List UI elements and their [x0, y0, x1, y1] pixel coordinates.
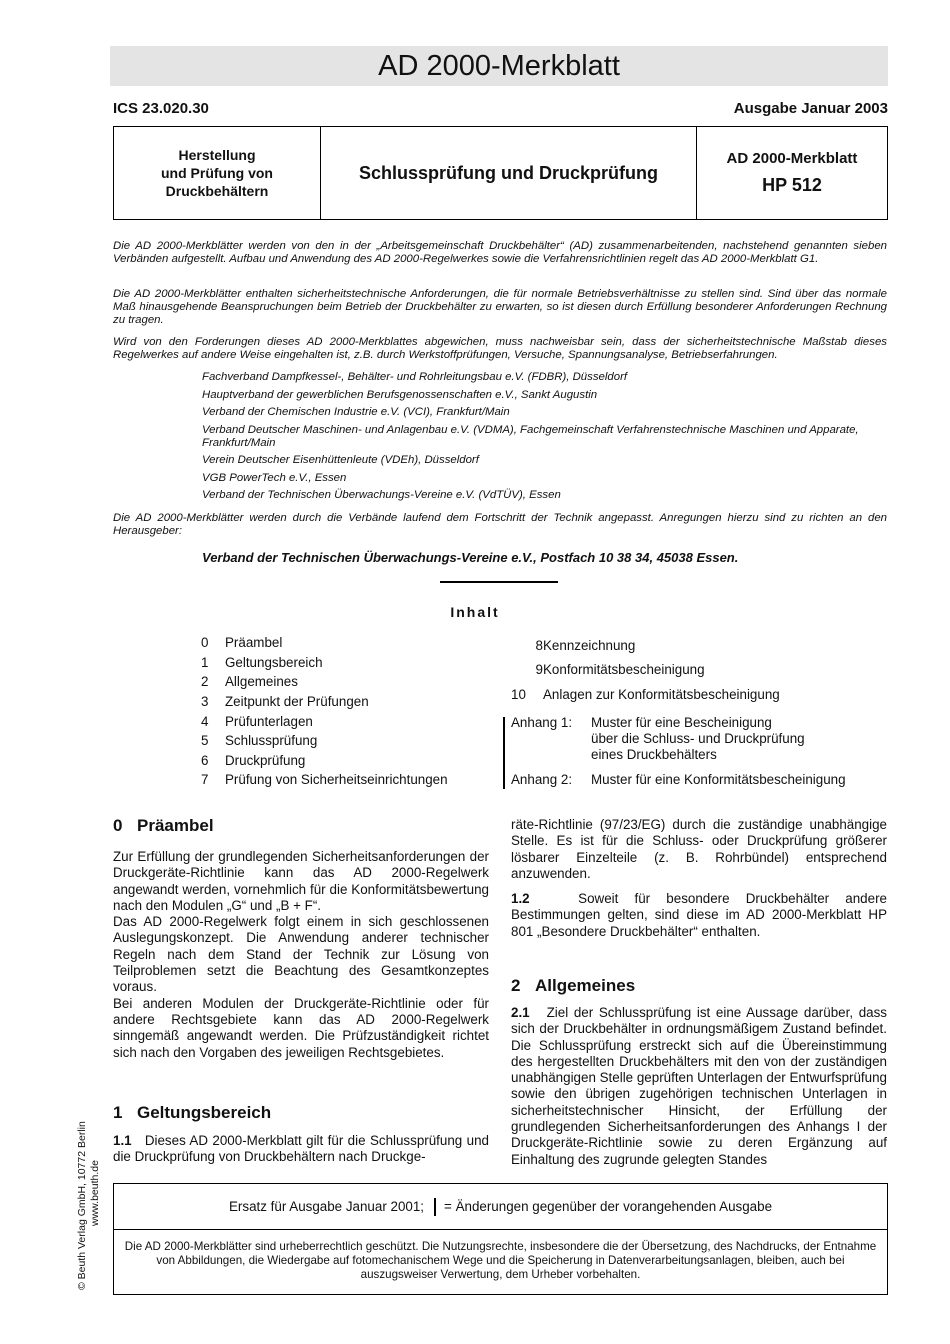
association-item: Verband der Chemischen Industrie e.V. (VCI), Frankfurt/Main — [202, 406, 510, 418]
publisher-sidebar: © Beuth Verlag GmbH, 10772 Berlin www.beuth.de — [76, 1121, 101, 1290]
replacement-note: Ersatz für Ausgabe Januar 2001; = Änderungen gegenüber der vorangehenden Ausgabe — [114, 1184, 887, 1230]
toc-number: 2 — [201, 674, 209, 690]
ics-code: ICS 23.020.30 — [113, 100, 209, 117]
toc-number: 0 — [201, 635, 209, 651]
toc-entry[interactable] — [201, 672, 448, 692]
toc-entry[interactable] — [201, 751, 448, 771]
annex-title: Muster für eine Konformitätsbescheinigung — [591, 772, 846, 787]
clause-1-1: 1.1 Dieses AD 2000-Merkblatt gilt für die Schlussprüfung und die Druckprüfung von Druckbehältern nach Druckge- — [113, 1133, 489, 1165]
toc-title: Konformitätsbescheinigung — [543, 662, 705, 678]
toc-number: 9 — [535, 662, 543, 678]
toc-entry[interactable] — [201, 731, 448, 751]
annex-label: Anhang 1: — [511, 715, 573, 730]
copyright-notice: Die AD 2000-Merkblätter sind urheberrechtlich geschützt. Die Nutzungsrechte, insbesondere die der Übersetzung, des Nachdrucks, der Entnahme von Abbildungen, die Wiedergabe auf fotomechanischem Wege und die Speicherung in Datenverarbeitungsanlagen, bleiben, auch bei auszugsweiser Verwertung, dem Urheber vorbehalten. — [124, 1240, 877, 1281]
annex-1[interactable] — [511, 715, 891, 765]
publisher-address: Verband der Technischen Überwachungs-Vereine e.V., Postfach 10 38 34, 45038 Essen. — [202, 550, 739, 565]
association-item: Verband der Technischen Überwachungs-Vereine e.V. (VdTÜV), Essen — [202, 489, 561, 501]
annex-label: Anhang 2: — [511, 772, 573, 787]
association-list — [202, 371, 882, 507]
category-line: Druckbehältern — [165, 183, 269, 199]
toc-number: 10 — [511, 686, 526, 702]
paragraph: Das AD 2000-Regelwerk folgt einem in sich geschlossenen Auslegungskonzept. Die Anwendung anderer technischer Regeln nach dem Stand der Technik zur Lösung von Teilproblemen setzt die Beachtung des Gesamtkonzeptes voraus. — [113, 914, 489, 995]
toc-title: Präambel — [225, 635, 283, 651]
association-item: Fachverband Dampfkessel-, Behälter- und Rohrleitungsbau e.V. (FDBR), Düsseldorf — [202, 371, 628, 383]
clause-1-2: 1.2 Soweit für besondere Druckbehälter andere Bestimmungen gelten, sind diese im AD 2000-Merkblatt HP 801 „Besondere Druckbehälter“ enthalten. — [511, 891, 887, 939]
toc-number: 8 — [535, 637, 543, 653]
document-title: Schlussprüfung und Druckprüfung — [321, 127, 697, 219]
toc-entry[interactable] — [511, 682, 780, 707]
code-label: AD 2000-Merkblatt — [726, 150, 858, 167]
section-heading: 1 Geltungsbereich — [113, 1103, 272, 1122]
toc-title: Prüfunterlagen — [225, 713, 313, 729]
preamble-text — [113, 849, 489, 1061]
intro-paragraph: Die AD 2000-Merkblätter werden durch die Verbände laufend dem Fortschritt der Technik angepasst. Anregungen hierzu sind zu richten an den Herausgeber: — [113, 512, 887, 537]
category-line: Herstellung — [178, 147, 256, 163]
toc-entry[interactable] — [201, 653, 448, 673]
toc-title: Zeitpunkt der Prüfungen — [225, 694, 369, 710]
paragraph: Zur Erfüllung der grundlegenden Sicherheitsanforderungen der Druckgeräte-Richtlinie kann das AD 2000-Regelwerk angewandt werden, vornehmlich für die Konformitätsbewertung nach den Modulen „G“ und „B + F“. — [113, 849, 489, 913]
toc-right — [511, 633, 780, 707]
edition-date: Ausgabe Januar 2003 — [733, 100, 888, 117]
association-item: Verein Deutscher Eisenhüttenleute (VDEh), Düsseldorf — [202, 454, 479, 466]
annex-2[interactable] — [511, 772, 891, 790]
toc-number: 7 — [201, 772, 209, 788]
change-marker — [503, 717, 505, 789]
toc-heading: Inhalt — [450, 604, 500, 620]
document-banner: AD 2000-Merkblatt — [110, 46, 888, 86]
title-box-code — [697, 127, 887, 219]
association-item: Verband Deutscher Maschinen- und Anlagenbau e.V. (VDMA), Fachgemeinschaft Verfahrenstechnische Maschinen und Apparate, Frankfurt/Main — [202, 423, 859, 449]
toc-entry[interactable] — [201, 692, 448, 712]
toc-entry[interactable] — [511, 658, 780, 683]
toc-number: 6 — [201, 752, 209, 768]
toc-title: Schlussprüfung — [225, 733, 318, 749]
code-number: HP 512 — [762, 175, 822, 195]
section-heading: 0 Präambel — [113, 816, 214, 835]
title-box — [113, 126, 888, 220]
toc-title: Allgemeines — [225, 674, 298, 690]
clause-1-1-continued: räte-Richtlinie (97/23/EG) durch die zuständige unabhängige Stelle. Es ist für die Schluss- oder Druckprüfung größerer lösbarer Einzelteile (z. B. Rohrbündel) entsprechend anzuwenden. — [511, 817, 887, 881]
paragraph: Bei anderen Modulen der Druckgeräte-Richtlinie oder für andere Rechtsgebiete kann das AD 2000-Regelwerk sinngemäß angewandt werden. Die Prüfzuständigkeit richtet sich nach den Vorgaben des jeweiligen Rechtsgebietes. — [113, 995, 489, 1060]
toc-number: 4 — [201, 713, 209, 729]
clause-2-1: 2.1 Ziel der Schlussprüfung ist eine Aussage darüber, dass sich der Druckbehälter in ordnungsmäßigem Zustand befindet. Die Schlussprüfung erstreckt sich auf die Übereinstimmung des hergestellten Druckbehälters mit den von der zuständigen unabhängigen Stelle geprüften Unterlagen der Entwurfsprüfung sowie den übrigen zugehörigen technischen Unterlagen in sicherheitstechnischer Hinsicht, der Erfüllung der grundlegenden Sicherheitsanforderungen des Anhangs I der Druckgeräte-Richtlinie sowie zu deren Ergänzung auf Einhaltung des zugrunde gelegten Standes — [511, 1005, 887, 1167]
toc-title: Druckprüfung — [225, 752, 306, 768]
intro-paragraph: Die AD 2000-Merkblätter werden von den in der „Arbeitsgemeinschaft Druckbehälter“ (AD) zusammenarbeitenden, nachstehend genannten sieben Verbänden aufgestellt. Aufbau und Anwendung des AD 2000-Regelwerkes sowie die Verfahrensrichtlinien regelt das AD 2000-Merkblatt G1. — [113, 240, 887, 265]
toc-entry[interactable] — [201, 711, 448, 731]
footer-box — [113, 1183, 888, 1295]
toc-number: 3 — [201, 694, 209, 710]
toc-left — [201, 633, 448, 790]
toc-title: Geltungsbereich — [225, 654, 323, 670]
toc-entry[interactable] — [201, 770, 448, 790]
toc-title: Prüfung von Sicherheitseinrichtungen — [225, 772, 448, 788]
divider — [440, 581, 558, 583]
section-heading: 2 Allgemeines — [511, 976, 636, 995]
intro-paragraph: Wird von den Forderungen dieses AD 2000-Merkblattes abgewichen, muss nachweisbar sein, dass der sicherheitstechnische Maßstab dieses Regelwerkes auf andere Weise eingehalten ist, z.B. durch Werkstoffprüfungen, Versuche, Spannungsanalyse, Betriebserfahrungen. — [113, 336, 887, 361]
association-item: VGB PowerTech e.V., Essen — [202, 471, 347, 484]
title-box-category — [114, 127, 321, 219]
category-line: und Prüfung von — [161, 165, 273, 181]
toc-title: Anlagen zur Konformitätsbescheinigung — [543, 686, 780, 702]
intro-paragraph: Die AD 2000-Merkblätter enthalten sicherheitstechnische Anforderungen, die für normale Betriebsverhältnisse zu stellen sind. Sind über das normale Maß hinausgehende Beanspruchungen beim Betrieb der Druckbehälter zu erwarten, so ist diesen durch Erfüllung besonderer Anforderungen Rechnung zu tragen. — [113, 288, 887, 326]
toc-entry[interactable] — [511, 633, 780, 658]
toc-title: Kennzeichnung — [543, 637, 636, 653]
annex-title: Muster für eine Bescheinigung über die Schluss- und Druckprüfung eines Druckbehälters — [591, 715, 805, 762]
toc-number: 1 — [201, 654, 209, 670]
toc-number: 5 — [201, 733, 209, 749]
change-marker — [434, 1198, 436, 1216]
toc-entry[interactable] — [201, 633, 448, 653]
association-item: Hauptverband der gewerblichen Berufsgenossenschaften e.V., Sankt Augustin — [202, 388, 598, 401]
